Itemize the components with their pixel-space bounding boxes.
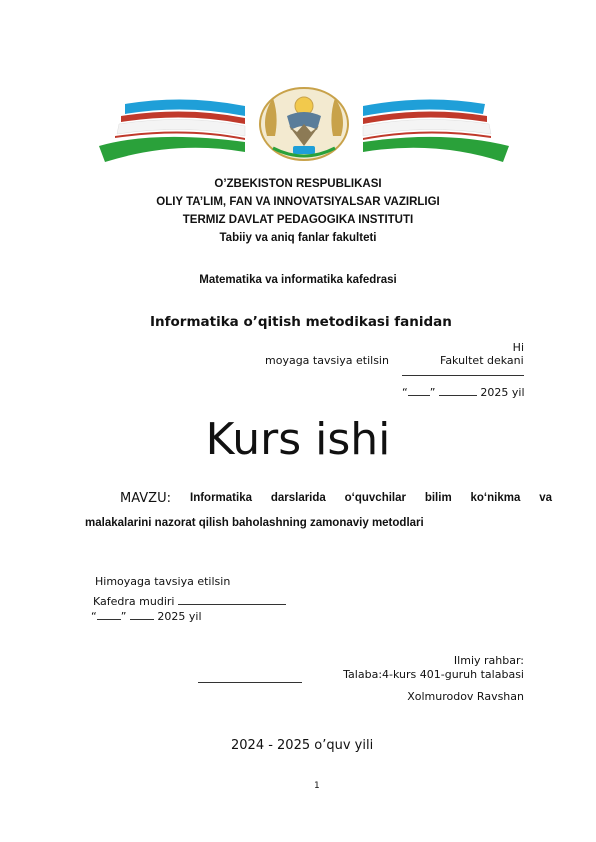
defense-year: 2025 yil (157, 610, 202, 623)
document-title: Kurs ishi (205, 414, 391, 465)
right-flag-icon (363, 99, 509, 162)
topic-label: MAVZU: (120, 491, 171, 506)
ministry-line: OLIY TA’LIM, FAN VA INNOVATSIYALSAR VAZIRLIGI (156, 196, 440, 208)
country-line: O’ZBEKISTON RESPUBLIKASI (214, 178, 382, 190)
approval-date (402, 386, 525, 399)
day-blank (97, 619, 121, 620)
student-info: Talaba:4-kurs 401-guruh talabasi (343, 668, 524, 681)
day-blank (408, 395, 430, 396)
dean-label: Fakultet dekani (440, 354, 524, 367)
department-head-signature-line (178, 604, 286, 605)
topic-line-2: malakalarini nazorat qilish baholashning zamonaviy metodlari (85, 517, 424, 529)
approval-text: moyaga tavsiya etilsin (265, 354, 389, 367)
month-blank (439, 395, 477, 396)
faculty-line: Tabiiy va aniq fanlar fakulteti (219, 232, 377, 244)
date-quote-open: “ (402, 386, 408, 399)
defense-date (91, 610, 202, 623)
supervisor-signature-line (198, 681, 302, 683)
topic-line-1 (190, 492, 552, 504)
topic-word: bilim (424, 492, 452, 504)
state-emblem-with-flags (95, 86, 513, 168)
left-flag-icon (99, 99, 245, 162)
department-head (93, 595, 286, 608)
page-number: 1 (314, 781, 320, 791)
student-name: Xolmurodov Ravshan (407, 690, 524, 703)
topic-word: darslarida (270, 492, 326, 504)
topic-word: Informatika (190, 492, 252, 504)
academic-year: 2024 - 2025 o’quv yili (231, 738, 374, 753)
approval-year: 2025 yil (480, 386, 525, 399)
date-quote-close: ” (429, 386, 436, 399)
subject-line: Informatika o’qitish metodikasi fanidan (150, 314, 452, 330)
signature-line (402, 374, 524, 376)
date-quote-close: ” (120, 610, 127, 623)
institute-line: TERMIZ DAVLAT PEDAGOGIKA INSTITUTI (182, 214, 414, 226)
coat-of-arms-icon (260, 88, 348, 160)
supervisor-label: Ilmiy rahbar: (453, 654, 524, 667)
topic-word: va (539, 492, 552, 504)
defense-recommendation: Himoyaga tavsiya etilsin (95, 575, 231, 588)
department-line: Matematika va informatika kafedrasi (199, 274, 397, 286)
topic-word: o‘quvchilar (344, 492, 406, 504)
approval-hi: Hi (512, 341, 524, 354)
department-head-label: Kafedra mudiri (93, 595, 175, 608)
month-blank (130, 619, 154, 620)
topic-word: ko‘nikma (470, 492, 521, 504)
date-quote-open: “ (91, 610, 97, 623)
